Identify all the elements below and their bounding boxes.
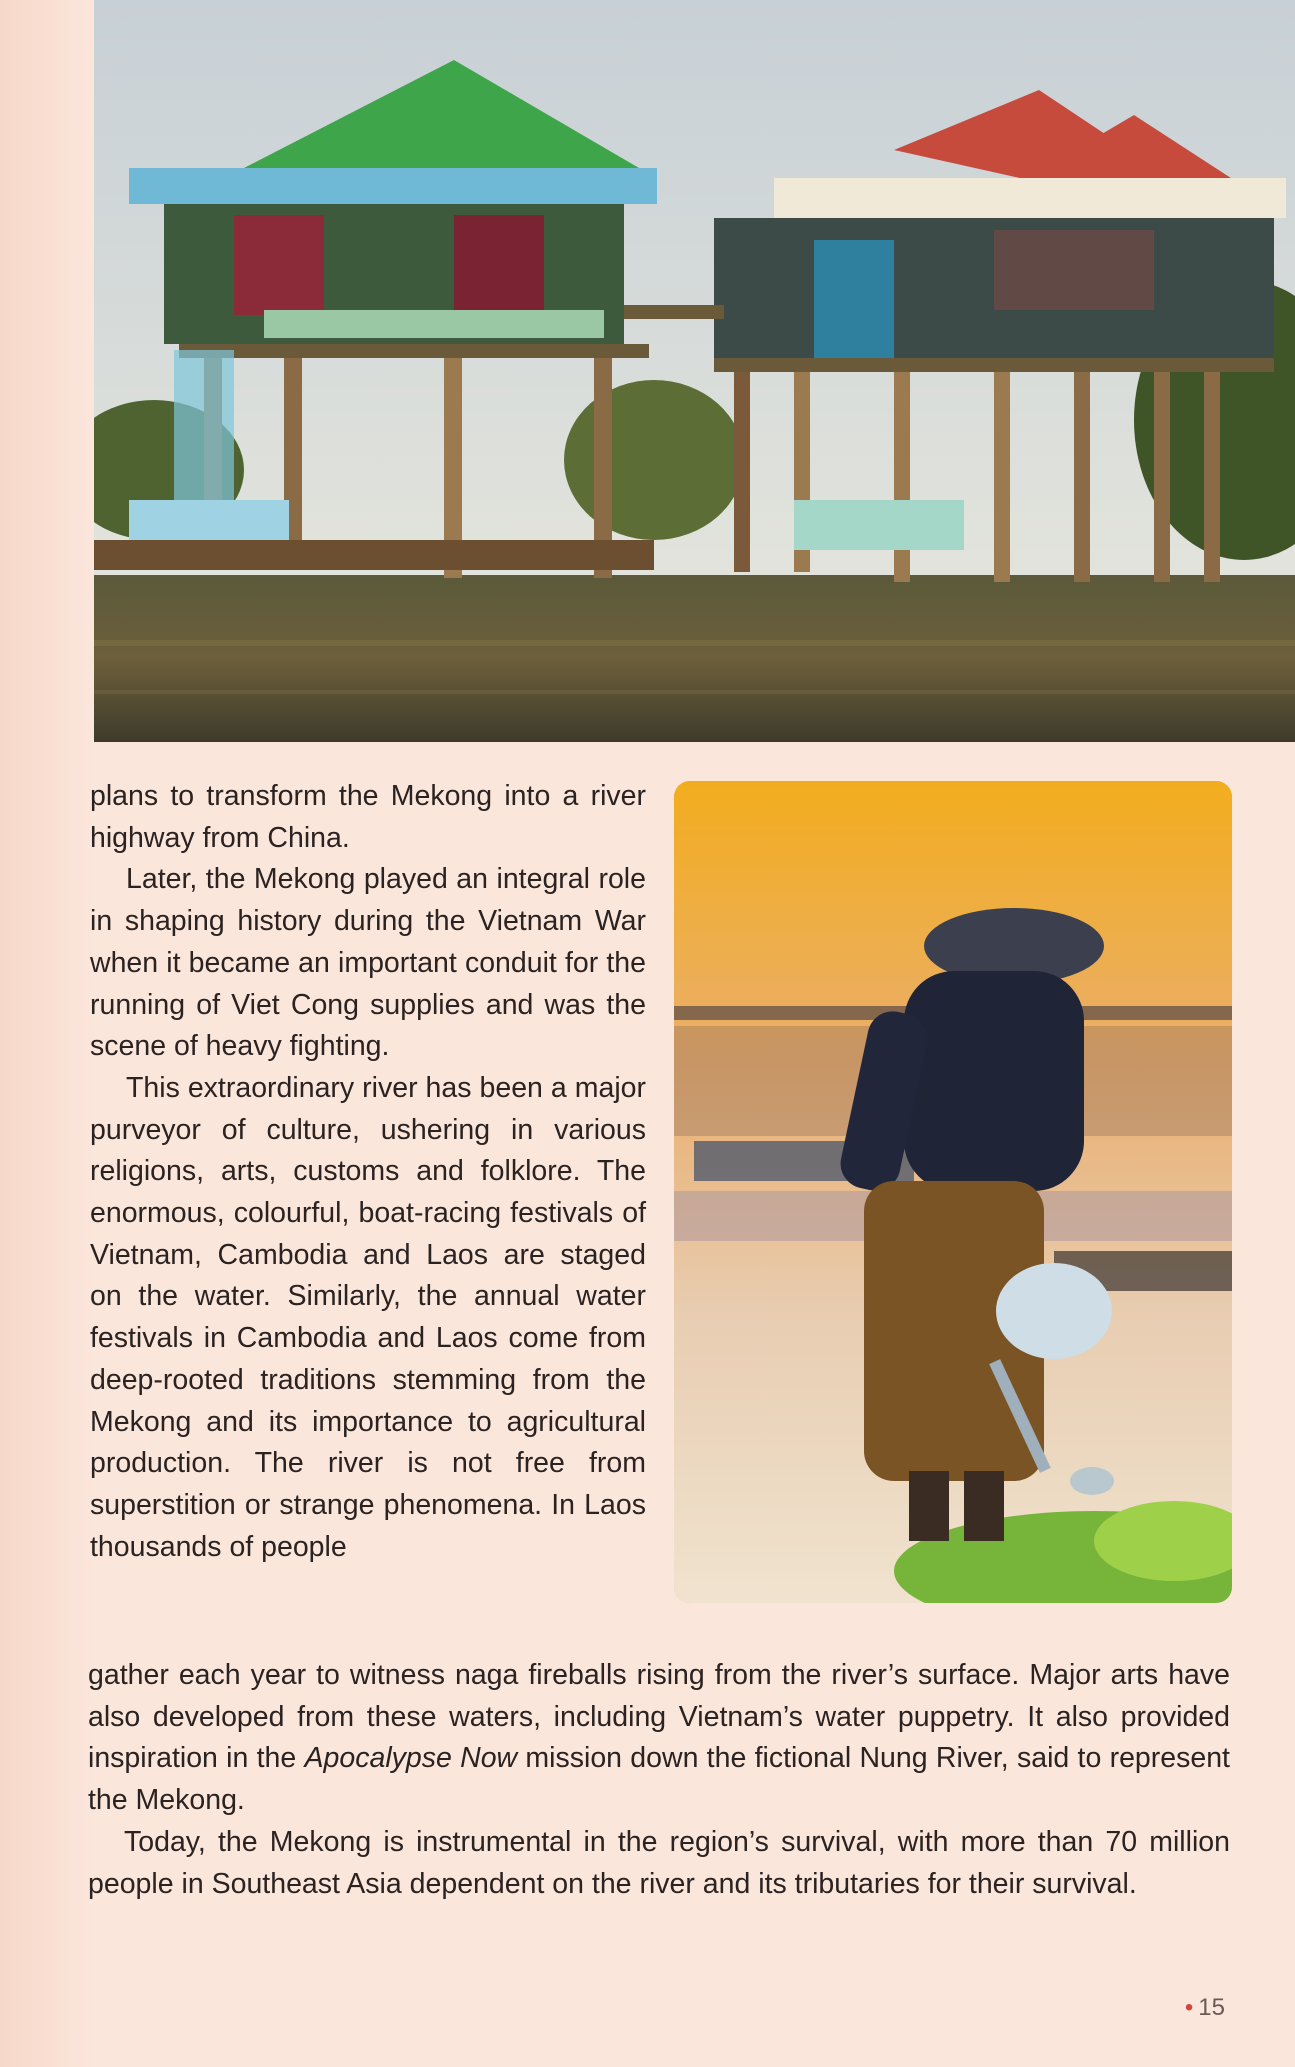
article-paragraph: Later, the Mekong played an integral role in shaping history during the Vietnam War when it became an important conduit for the running of Viet Cong supplies and was the scene of heavy fighting. [90, 863, 646, 1063]
article-paragraph [88, 1655, 1230, 1822]
article-paragraph: Today, the Mekong is instrumental in the region’s survival, with more than 70 million people in Southeast Asia dependent on the river and its tributaries for their survival. [88, 1825, 1230, 1900]
stilt-houses-photo [94, 0, 1295, 742]
bullet-icon: • [1184, 1994, 1194, 2021]
article-full-width [88, 1655, 1230, 1905]
article-text: mission down the fictional Nung River, said to represent the Mekong. [88, 1742, 1230, 1817]
page-number-value: 15 [1198, 1994, 1225, 2021]
article-paragraph: This extraordinary river has been a major purveyor of culture, ushering in various religions, arts, customs and folklore. The enormous, colourful, boat-racing festivals of Vietnam, Cambodia and Laos are staged on the water. Similarly, the annual water festivals in Cambodia and Laos come from deep-rooted traditions stemming from the Mekong and its importance to agricultural production. The river is not free from superstition or strange phenomena. In Laos thousands of people [90, 1071, 646, 1563]
page-number [1185, 1994, 1225, 2022]
article-text: gather each year to witness naga fireballs rising from the river’s surface. Major arts have also developed from these waters, including Vietnam’s water puppetry. It also provided inspiration in the [88, 1659, 1230, 1775]
article-column [90, 776, 646, 1568]
film-title: Apocalypse Now [304, 1742, 518, 1775]
article-paragraph: plans to transform the Mekong into a river highway from China. [90, 780, 646, 854]
page-gutter [0, 0, 94, 2067]
woman-watering-can-photo [674, 781, 1232, 1603]
